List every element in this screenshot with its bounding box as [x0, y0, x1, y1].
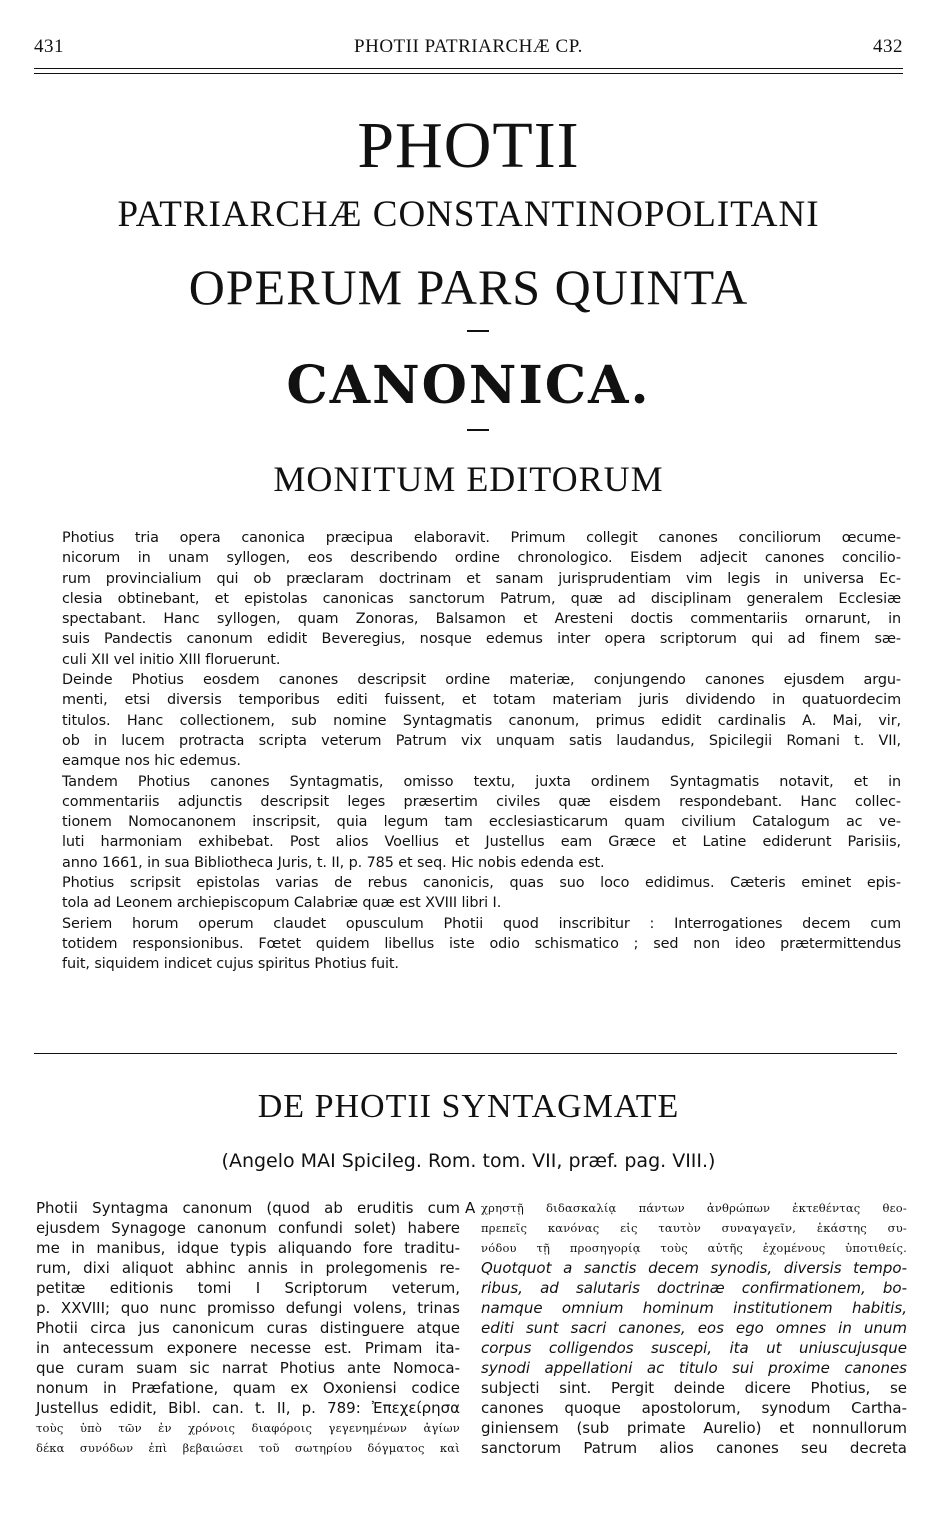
left-column-line: que curam suam sic narrat Photius ante Nomoca- — [36, 1359, 460, 1377]
left-column-line: nonum in Præfatione, quam ex Oxoniensi codice — [36, 1379, 460, 1397]
monitum-line: Tandem Photius canones Syntagmatis, omisso textu, juxta ordinem Syntagmatis notavit, et in — [62, 773, 901, 790]
title-canonica: CANONICA. — [286, 355, 651, 416]
right-column-line: νόδου τῇ προσηγορίᾳ τοὺς αὐτῆς ἐχομένους ὑποτιθείς. — [481, 1241, 907, 1255]
monitum-line: titulos. Hanc collectionem, sub nomine Syntagmatis canonum, primus edidit cardinalis A. Mai, vir, — [62, 712, 901, 729]
left-column-line: rum, dixi aliquot abhinc annis in prolegomenis re- — [36, 1259, 460, 1277]
running-head — [34, 36, 903, 60]
monitum-line: tionem Nomocanonem inscripsit, quia legum tam ecclesiasticarum quam civilium Catalogum ac ve- — [62, 814, 901, 831]
title-operum-pars-quinta: OPERUM PARS QUINTA — [188, 259, 749, 315]
right-column — [481, 1198, 907, 1458]
separator-dash — [467, 429, 489, 431]
monitum-line: tola ad Leonem archiepiscopum Calabriæ quæ est XVIII libri I. — [62, 895, 502, 912]
left-column-line: petitæ editionis tomi I Scriptorum veterum, — [36, 1279, 460, 1297]
right-column-line: χρηστῇ διδασκαλίᾳ πάντων ἀνθρώπων ἐκτεθέντας θεο- — [481, 1201, 907, 1215]
monitum-line: Photius tria opera canonica præcipua elaboravit. Primum collegit canones conciliorum œcume- — [62, 530, 901, 546]
monitum-line: ob in lucem protracta scripta veterum Patrum vix unquam satis laudandus, Spicilegii Romani t. VII, — [62, 732, 901, 749]
left-column-line: Justellus edidit, Bibl. can. t. II, p. 789: Ἐπεχείρησα — [36, 1399, 460, 1417]
monitum-line: spectabant. Hanc syllogen, quam Zonoras, Balsamon et Aresteni doctis commentariis ornarunt, in — [62, 611, 901, 628]
monitum-line: fuit, siquidem indicet cujus spiritus Photius fuit. — [62, 956, 399, 973]
monitum-line: rum provincialium qui ob præclaram doctrinam et sanam jurisprudentiam vim legis in universa Ec- — [62, 570, 901, 587]
right-column-line: Quotquot a sanctis decem synodis, diversis tempo- — [481, 1259, 907, 1277]
monitum-line: menti, etsi diversis temporibus editi fuissent, et totam materiam juris dividendo in quatuordecim — [62, 692, 901, 709]
page-number-left: 431 — [34, 36, 64, 57]
monitum-line: commentariis adjunctis descripsit leges præsertim civiles quæ eisdem respondebant. Hanc collec- — [62, 793, 901, 810]
monitum-line: clesia obtinebant, et epistolas canonicas sanctorum Patrum, quæ ad disciplinam generalem Ecclesiæ — [62, 590, 901, 607]
page-number-right: 432 — [873, 36, 903, 57]
monitum-line: culi XII vel initio XIII floruerunt. — [62, 651, 281, 668]
right-column-line: synodi appellationi ac titulo sui proxime canones — [481, 1359, 907, 1377]
title-patriarchae: PATRIARCHÆ CONSTANTINOPOLITANI — [117, 194, 820, 235]
monitum-line: luti harmoniam exhibebat. Post alios Voellius et Justellus eam Græce et Latine ediderunt Parisiis, — [62, 834, 901, 851]
section-rule — [34, 1053, 897, 1054]
left-column-line: me in manibus, idque typis aliquando fore traditu- — [36, 1239, 460, 1257]
right-column-line: corpus colligendos suscepi, ita ut uniuscujusque — [481, 1339, 907, 1357]
monitum-line: Seriem horum operum claudet opusculum Photii quod inscribitur : Interrogationes decem cum — [62, 915, 901, 932]
monitum-line: anno 1661, in sua Bibliotheca Juris, t. II, p. 785 et seq. Hic nobis edenda est. — [62, 854, 605, 871]
right-column-line: subjecti sint. Pergit deinde dicere Photius, se — [481, 1379, 907, 1397]
right-column-line: namque omnium hominum institutionem habitis, — [481, 1299, 907, 1317]
monitum-text — [62, 528, 901, 975]
running-title: PHOTII PATRIARCHÆ CP. — [354, 36, 583, 57]
title-photii: PHOTII — [357, 109, 580, 182]
left-column-line: Photii Syntagma canonum (quod ab eruditis cum — [36, 1199, 460, 1217]
left-column-line: ejusdem Synagoge canonum confundi solet) habere — [36, 1219, 460, 1237]
monitum-line: Photius scripsit epistolas varias de rebus canonicis, quas suo loco edidimus. Cæteris eminet epis- — [62, 875, 901, 892]
right-column-line: canones quoque apostolorum, synodum Cartha- — [481, 1399, 907, 1417]
monitum-line: totidem responsionibus. Fœtet quidem libellus iste odio schismatico ; sed non ideo prætermittendus — [62, 935, 901, 952]
header-double-rule — [34, 68, 903, 74]
monitum-line: nicorum in unam syllogen, eos describendo ordine chronologico. Eisdem adjecit canones concilio- — [62, 550, 901, 567]
right-column-line: πρεπεῖς κανόνας εἰς ταυτὸν συναγαγεῖν, ἑκάστης συ- — [481, 1221, 907, 1235]
right-column-line: ribus, ad salutaris doctrinæ confirmationem, bo- — [481, 1279, 907, 1297]
section-title: DE PHOTII SYNTAGMATE — [257, 1088, 680, 1125]
section-source: (Angelo MAI Spicileg. Rom. tom. VII, præf. pag. VIII.) — [221, 1150, 716, 1172]
column-marker: A — [465, 1199, 476, 1217]
left-column-line: δέκα συνόδων ἐπὶ βεβαιώσει τοῦ σωτηρίου δόγματος καὶ — [36, 1441, 460, 1455]
left-column — [36, 1198, 460, 1458]
right-column-line: sanctorum Patrum alios canones seu decreta — [481, 1439, 907, 1457]
left-column-line: p. XXVIII; quo nunc promisso defungi volens, trinas — [36, 1299, 460, 1317]
title-monitum-editorum: MONITUM EDITORUM — [273, 459, 664, 499]
right-column-line: giniensem (sub primate Aurelio) et nonnullorum — [481, 1419, 907, 1437]
monitum-line: Deinde Photius eosdem canones descripsit ordine materiæ, conjungendo canones ejusdem argu- — [62, 672, 901, 689]
monitum-line: eamque nos hic edemus. — [62, 753, 241, 770]
separator-dash — [467, 330, 489, 332]
monitum-line: suis Pandectis canonum edidit Beveregius, nosque edemus inter opera scriptorum qui ad finem sæ- — [62, 631, 901, 648]
left-column-line: τοὺς ὑπὸ τῶν ἐν χρόνοις διαφόροις γεγενημένων ἁγίων — [36, 1421, 460, 1435]
left-column-line: in antecessum exponere necesse est. Primam ita- — [36, 1339, 460, 1357]
left-column-line: Photii circa jus canonicum curas distinguere atque — [36, 1319, 460, 1337]
right-column-line: editi sunt sacri canones, eos ego omnes in unum — [481, 1319, 907, 1337]
